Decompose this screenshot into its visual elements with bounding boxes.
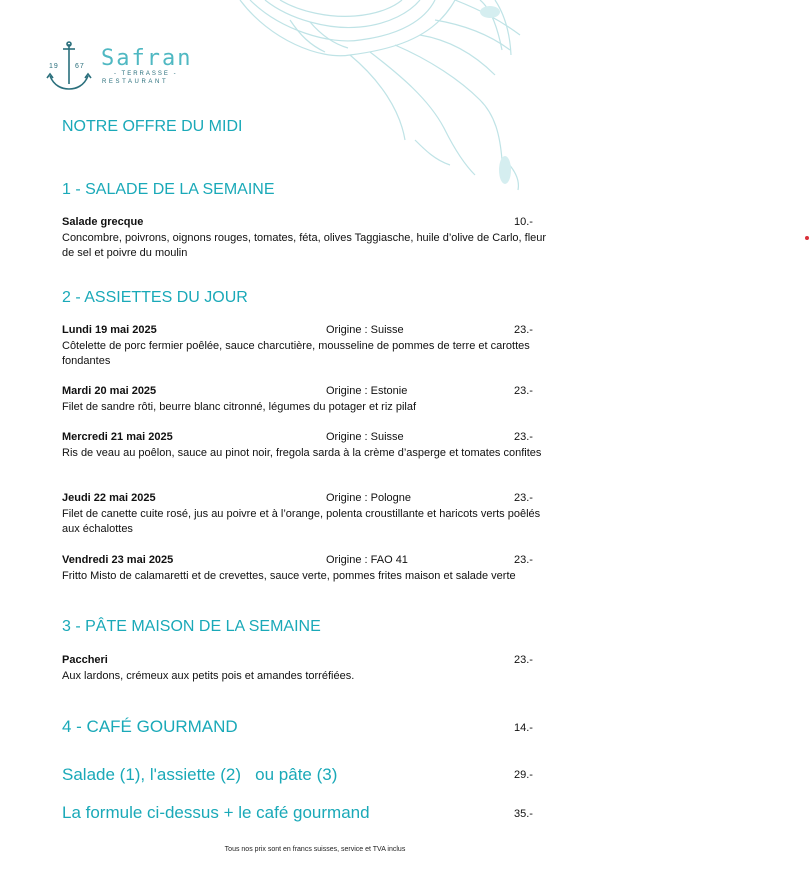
combo1-price: 29.- [514,769,533,781]
item-origin: Origine : Suisse [326,324,404,336]
item-price: 10.- [514,216,533,228]
item-price: 23.- [514,554,533,566]
jellyfish-illustration [230,0,560,200]
section-title-assiettes: 2 - ASSIETTES DU JOUR [62,289,248,306]
logo-subtitle-terrasse: - TERRASSE - [114,71,178,77]
combo-formule-cafe: La formule ci-dessus + le café gourmand [62,803,370,822]
logo-year-left: 19 [49,63,59,70]
item-description: Concombre, poivrons, oignons rouges, tomates, féta, olives Taggiasche, huile d’olive de Carlo, fleur de sel et poivre du moulin [62,231,547,259]
item-origin: Origine : Suisse [326,431,404,443]
item-origin: Origine : Pologne [326,492,411,504]
menu-item-mercredi [62,430,562,461]
item-price: 23.- [514,654,533,666]
menu-item-mardi [62,384,562,415]
logo-year-right: 67 [75,63,85,70]
item-day: Jeudi 22 mai 2025 [62,492,156,504]
item-origin: Origine : FAO 41 [326,554,408,566]
item-description: Filet de canette cuite rosé, jus au poivre et à l’orange, polenta croustillante et haricots verts poêlés aux échalottes [62,507,541,535]
section-title-salade: 1 - SALADE DE LA SEMAINE [62,181,275,198]
item-day: Vendredi 23 mai 2025 [62,554,174,566]
item-name: Salade grecque [62,216,144,228]
menu-item-lundi [62,323,562,370]
menu-item-jeudi [62,491,562,538]
item-description: Fritto Misto de calamaretti et de crevettes, sauce verte, pommes frites maison et salade verte [62,569,516,582]
item-description: Côtelette de porc fermier poêlée, sauce charcutière, mousseline de pommes de terre et carottes fondantes [62,339,530,367]
item-description: Filet de sandre rôti, beurre blanc citronné, légumes du potager et riz pilaf [62,400,417,413]
menu-item-vendredi [62,553,562,584]
item-description: Ris de veau au poêlon, sauce au pinot noir, fregola sarda à la crème d’asperge et tomates confites [62,446,542,459]
item-name: Paccheri [62,654,108,666]
item-price: 23.- [514,431,533,443]
menu-item-salade [62,215,562,262]
footer-note: Tous nos prix sont en francs suisses, service et TVA inclus [224,846,406,853]
item-day: Mardi 20 mai 2025 [62,385,157,397]
combo-salade-assiette-pate: Salade (1), l'assiette (2) ou pâte (3) [62,765,338,784]
menu-item-paccheri [62,653,562,684]
item-price: 23.- [514,492,533,504]
red-dot-marker [805,236,809,240]
logo-subtitle-restaurant: RESTAURANT [102,79,169,85]
item-origin: Origine : Estonie [326,385,408,397]
page-title: NOTRE OFFRE DU MIDI [62,118,243,135]
section-title-cafe: 4 - CAFÉ GOURMAND [62,717,238,736]
section-title-pate: 3 - PÂTE MAISON DE LA SEMAINE [62,618,321,635]
item-price: 23.- [514,324,533,336]
cafe-price: 14.- [514,722,533,734]
item-day: Mercredi 21 mai 2025 [62,431,173,443]
item-description: Aux lardons, crémeux aux petits pois et amandes torréfiées. [62,669,355,682]
restaurant-logo [44,40,193,94]
item-price: 23.- [514,385,533,397]
logo-name: Safran [101,46,193,71]
combo2-price: 35.- [514,808,533,820]
item-day: Lundi 19 mai 2025 [62,324,157,336]
